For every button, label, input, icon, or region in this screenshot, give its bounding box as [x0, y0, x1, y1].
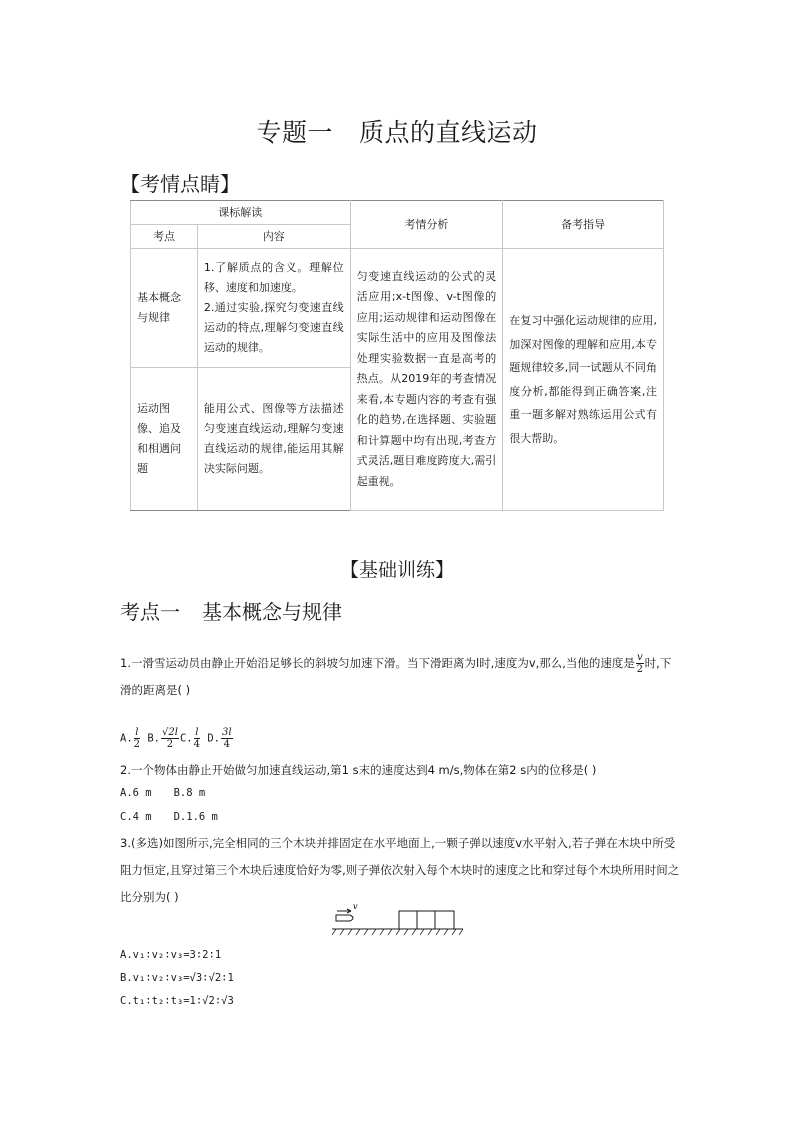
q1-fraction [636, 652, 644, 675]
section-kaoqing-heading: 【考情点睛】 [120, 172, 240, 196]
q2-option-c: C.4 m [120, 811, 152, 823]
page-title [0, 113, 794, 149]
q1-option-d-label: D. [207, 732, 220, 745]
q1-frac-num: v [636, 652, 643, 663]
q1-stem-b: 时,下滑的距离是( ) [120, 656, 672, 697]
block-3 [435, 911, 454, 929]
row1-kaodian-text: 基本概念与规律 [137, 291, 181, 324]
q1-option-d [221, 727, 233, 750]
q2-option-d: D.1.6 m [173, 811, 218, 823]
velocity-label: v [353, 902, 358, 911]
header-neirong: 内容 [197, 225, 350, 249]
ground-hatching [332, 929, 463, 935]
q1-a-num: l [135, 727, 139, 738]
q1-c-num: l [195, 727, 199, 738]
row1-kaodian [131, 249, 198, 368]
beikao-guidance: 在复习中强化运动规律的应用,加深对图像的理解和应用,本专题规律较多,同一试题从不同角度分析,都能得到正确答案,注重一题多解对熟练运用公式有很大帮助。 [503, 249, 664, 511]
section-jichu-heading: 【基础训练】 [339, 559, 454, 581]
q1-a-den: 2 [133, 739, 141, 750]
row1-line1: 1.了解质点的含义。理解位移、速度和加速度。 [203, 261, 344, 294]
q3-option-a: A.v₁∶v₂∶v₃=3∶2∶1 [120, 949, 222, 961]
analysis-table [130, 200, 664, 511]
velocity-arrow [337, 909, 351, 913]
q3-option-b: B.v₁∶v₂∶v₃=√3∶√2∶1 [120, 972, 234, 984]
q1-b-den: 2 [166, 739, 174, 750]
header-kebiao: 课标解读 [131, 201, 351, 225]
row1-line2: 2.通过实验,探究匀变速直线运动的特点,理解匀变速直线运动的规律。 [203, 301, 344, 354]
q2-options-row1 [120, 787, 205, 799]
q3-option-c: C.t₁∶t₂∶t₃=1∶√2∶√3 [120, 995, 234, 1007]
question-2: 2.一个物体由静止开始做匀加速直线运动,第1 s末的速度达到4 m/s,物体在第2 s内的位移是( ) [120, 763, 597, 777]
question-3: 3.(多选)如图所示,完全相同的三个木块并排固定在水平地面上,一颗子弹以速度v水平射入,若子弹在木块中所受阻力恒定,且穿过第三个木块后速度恰好为零,则子弹依次射入每个木块时的速度之比和穿过每个木块所用时间之比分别为( ) [120, 836, 680, 904]
kaodian1-heading [120, 596, 342, 625]
kaodian1-name: 基本概念与规律 [202, 600, 342, 624]
title-part1: 专题一 [256, 118, 333, 147]
q1-options [120, 727, 234, 750]
q2-option-b: B.8 m [173, 787, 206, 799]
q1-option-c-label: C. [179, 732, 193, 745]
q2-option-a: A.6 m [120, 787, 152, 799]
row2-kaodian-text: 运动图像、追及和相遇问题 [137, 402, 181, 475]
q1-option-b [161, 727, 179, 750]
question-1 [120, 650, 680, 704]
header-beikao: 备考指导 [503, 201, 664, 249]
q1-option-a-label: A. [120, 732, 133, 745]
kaodian1-label: 考点一 [120, 600, 180, 624]
block-2 [417, 911, 435, 929]
header-kaoqing: 考情分析 [350, 201, 503, 249]
q1-option-c [194, 727, 200, 750]
q1-frac-den: 2 [636, 664, 643, 675]
q1-d-num: 3l [221, 727, 232, 738]
header-kaodian: 考点 [131, 225, 198, 249]
bullet-blocks-figure [330, 902, 465, 938]
row2-neirong: 能用公式、图像等方法描述匀变速直线运动,理解匀变速直线运动的规律,能运用其解决实际问题。 [197, 368, 350, 511]
q1-c-den: 4 [193, 739, 200, 750]
q1-option-a [134, 727, 140, 750]
kaoqing-analysis: 匀变速直线运动的公式的灵活应用;x-t图像、v-t图像的应用;运动规律和运动图像在实际生活中的应用及图像法处理实验数据一直是高考的热点。从2019年的考查情况来看,本专题内容的考查有强化的趋势,在选择题、实验题和计算题中均有出现,考查方式灵活,题目难度跨度大,需引起重视。 [350, 249, 503, 511]
q1-option-b-label: B. [147, 732, 161, 745]
q1-b-num: √2l [162, 727, 178, 738]
q2-options-row2 [120, 811, 218, 823]
row2-kaodian [131, 368, 198, 511]
q1-d-den: 4 [223, 739, 230, 750]
bullet-icon [336, 915, 353, 921]
q1-stem-a: 1.一滑雪运动员由静止开始沿足够长的斜坡匀加速下滑。当下滑距离为l时,速度为v,那么,当他的速度是 [120, 656, 635, 670]
row1-neirong [197, 249, 350, 368]
block-1 [399, 911, 417, 929]
title-part2: 质点的直线运动 [359, 118, 538, 147]
